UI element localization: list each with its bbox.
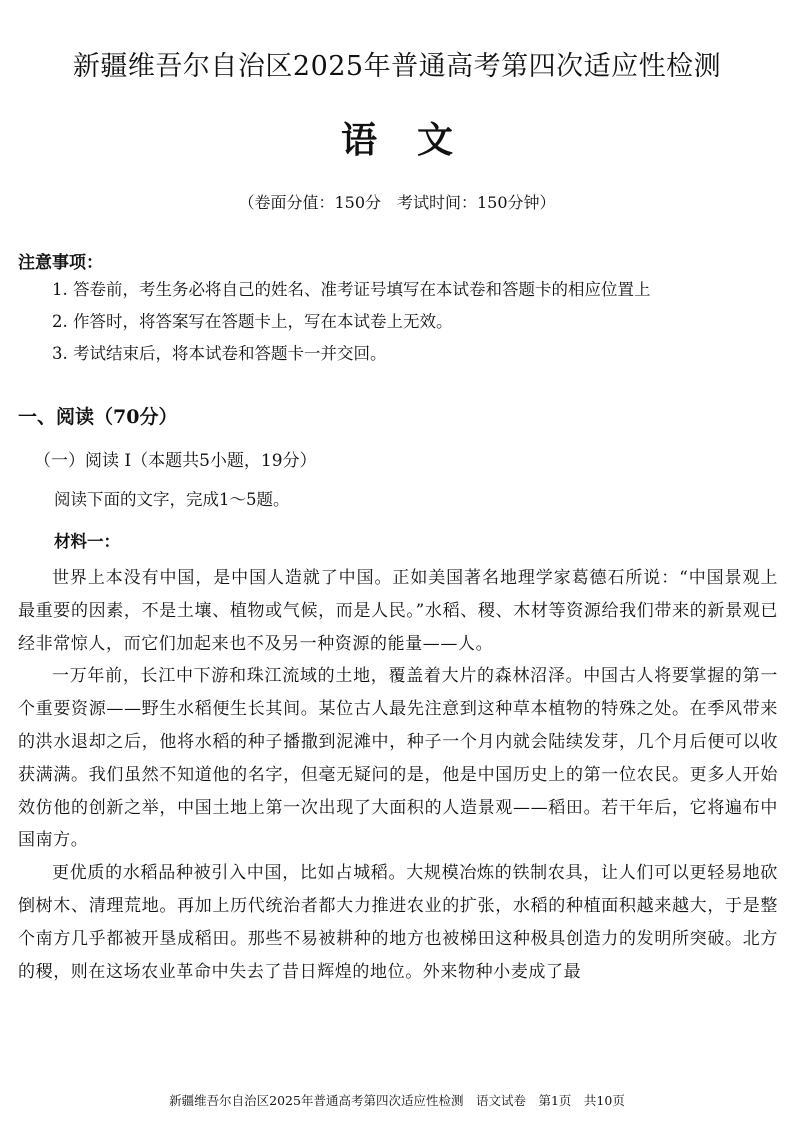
note-item: 1. 答卷前，考生务必将自己的姓名、准考证号填写在本试卷和答题卡的相应位置上 xyxy=(52,280,651,299)
passage-body xyxy=(18,562,778,988)
notes-list xyxy=(52,274,651,370)
subsection-heading: （一）阅读 I（本题共5小题，19分） xyxy=(34,451,317,471)
note-item: 3. 考试结束后，将本试卷和答题卡一并交回。 xyxy=(52,344,387,363)
passage-paragraph: 更优质的水稻品种被引入中国，比如占城稻。大规模冶炼的铁制农具，让人们可以更轻易地砍倒树木、清理荒地。再加上历代统治者都大力推进农业的扩张，水稻的种植面积越来越大，于是整个南方几乎都被开垦成稻田。那些不易被耕种的地方也被梯田这种极具创造力的发明所突破。北方的稷，则在这场农业革命中失去了昔日辉煌的地位。外来物种小麦成了最 xyxy=(18,863,778,982)
notes-heading: 注意事项： xyxy=(18,253,103,273)
page-footer: 新疆维吾尔自治区2025年普通高考第四次适应性检测 语文试卷 第1页 共10页 xyxy=(169,1093,625,1108)
material-label: 材料一： xyxy=(54,532,120,551)
section-heading: 一、阅读（70分） xyxy=(18,406,178,428)
exam-title: 新疆维吾尔自治区2025年普通高考第四次适应性检测 xyxy=(72,51,722,82)
passage-paragraph: 一万年前，长江中下游和珠江流域的土地，覆盖着大片的森林沼泽。中国古人将要掌握的第一个重要资源——野生水稻便生长其间。某位古人最先注意到这种草本植物的特殊之处。在季风带来的洪水退却之后，他将水稻的种子播撒到泥滩中，种子一个月内就会陆续发芽，几个月后便可以收获满满。我们虽然不知道他的名字，但毫无疑问的是，他是中国历史上的第一位农民。更多人开始效仿他的创新之举，中国土地上第一次出现了大面积的人造景观——稻田。若干年后，它将遍布中国南方。 xyxy=(18,666,778,851)
passage-paragraph: 世界上本没有中国，是中国人造就了中国。正如美国著名地理学家葛德石所说：“中国景观上最重要的因素，不是土壤、植物或气候，而是人民。”水稻、稷、木材等资源给我们带来的新景观已经非常惊人，而它们加起来也不及另一种资源的能量——人。 xyxy=(18,568,778,654)
note-item: 2. 作答时，将答案写在答题卡上，写在本试卷上无效。 xyxy=(52,312,453,331)
reading-instruction: 阅读下面的文字，完成1～5题。 xyxy=(54,490,290,509)
subject-title: 语文 xyxy=(340,119,493,161)
exam-info: （卷面分值：150分 考试时间：150分钟） xyxy=(238,193,556,212)
